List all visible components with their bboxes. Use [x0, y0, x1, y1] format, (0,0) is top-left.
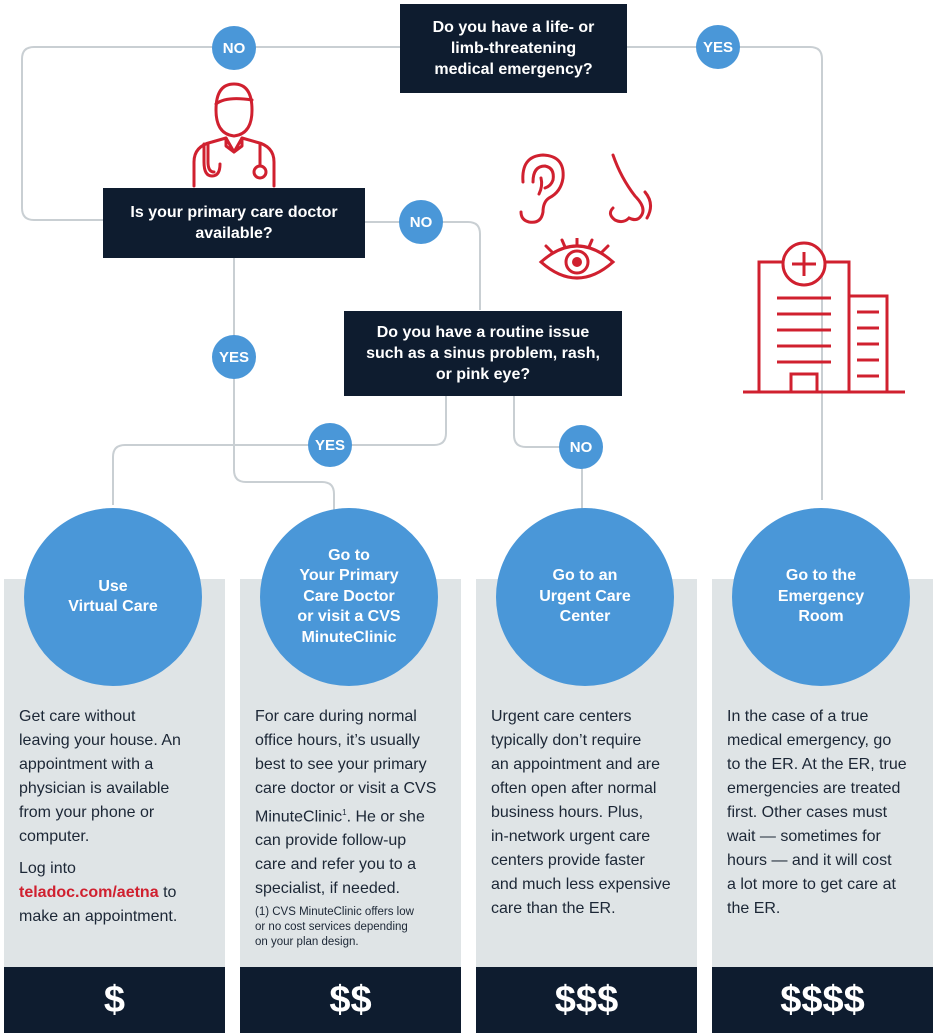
cost-urgent-care: $$$	[476, 967, 697, 1033]
option-description-urgent-care: Urgent care centers typically don’t require an appointment and are often open after normal business hours. Plus, in-network urgent care centers provide faster and much less expensive care than the ER.	[491, 708, 671, 917]
answer-routine-yes: YES	[308, 423, 352, 467]
answer-primary-yes: YES	[212, 335, 256, 379]
answer-emergency-no: NO	[212, 26, 256, 70]
option-description-virtual-care: Get care without leaving your house. An appointment with a physician is available from your phone or computer.	[19, 708, 181, 845]
cost-primary-care: $$	[240, 967, 461, 1033]
teladoc-link[interactable]: teladoc.com/aetna	[19, 884, 159, 901]
cost-virtual-care: $	[4, 967, 225, 1033]
question-routine-issue: Do you have a routine issue such as a sinus problem, rash, or pink eye?	[344, 311, 622, 396]
option-description-emergency-room: In the case of a true medical emergency, go to the ER. At the ER, true emergencies are treated first. Other cases must wait — sometimes for hours — and it will cost a lot more to get care at the ER.	[727, 708, 907, 917]
option-title-urgent-care: Go to an Urgent Care Center	[496, 508, 674, 686]
cost-emergency-room: $$$$	[712, 967, 933, 1033]
option-title-emergency-room: Go to the Emergency Room	[732, 508, 910, 686]
footnote-mark: 1	[342, 808, 347, 817]
option-description-primary-care: For care during normal office hours, it’s usually best to see your primary care doctor or visit a CVS MinuteClinic$^1$. He or she can provide follow-up care and refer you to a specialist, if needed.	[255, 708, 437, 898]
answer-primary-no: NO	[399, 200, 443, 244]
primary-care-footnote: (1) CVS MinuteClinic offers low or no cost services depending on your plan design.	[255, 906, 414, 948]
ear-icon	[513, 152, 569, 226]
doctor-icon	[186, 80, 282, 188]
hospital-icon	[741, 240, 907, 398]
option-title-virtual-care: Use Virtual Care	[24, 508, 202, 686]
eye-icon	[538, 238, 616, 286]
nose-icon	[603, 152, 655, 226]
answer-routine-no: NO	[559, 425, 603, 469]
virtual-care-login-text: Log into teladoc.com/aetna to make an appointment.	[19, 860, 178, 925]
question-emergency: Do you have a life- or limb-threatening medical emergency?	[400, 4, 627, 93]
question-primary-care: Is your primary care doctor available?	[103, 188, 365, 258]
answer-emergency-yes: YES	[696, 25, 740, 69]
option-title-primary-care: Go to Your Primary Care Doctor or visit a CVS MinuteClinic	[260, 508, 438, 686]
